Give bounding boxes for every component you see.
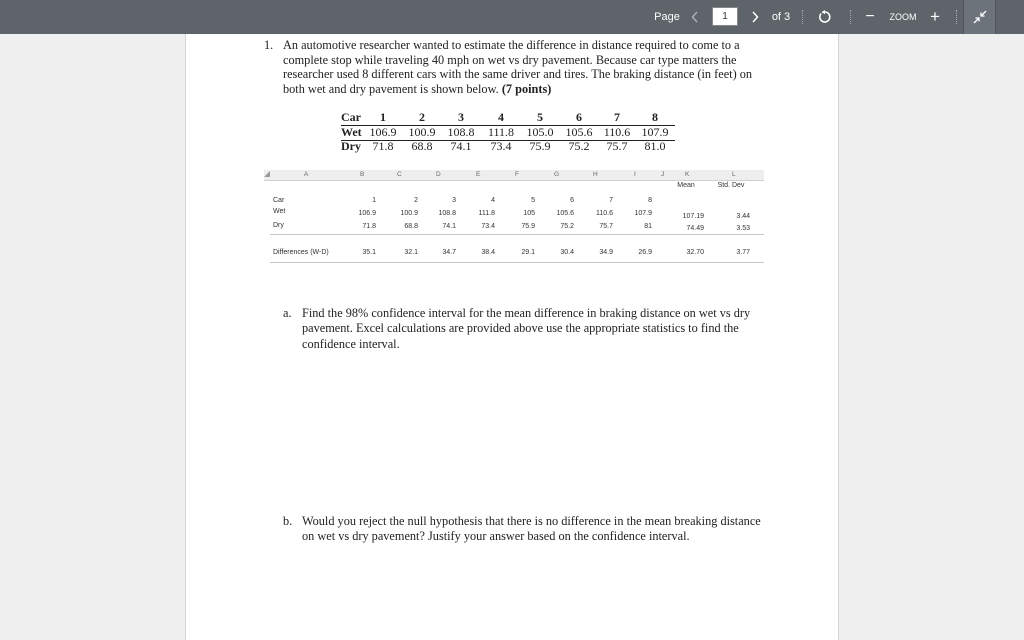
rotate-icon bbox=[818, 10, 832, 24]
wet-value: 100.9 bbox=[403, 125, 441, 141]
grid-line bbox=[270, 262, 764, 263]
car-value: 5 bbox=[521, 110, 559, 126]
zoom-out-button[interactable]: − bbox=[865, 8, 875, 25]
cell: 8 bbox=[648, 197, 652, 204]
grid-line bbox=[270, 234, 764, 235]
cell: 81 bbox=[644, 223, 652, 230]
cell: 34.7 bbox=[442, 249, 456, 256]
exit-fullscreen-button[interactable] bbox=[963, 0, 996, 34]
mean-cell: 107.19 bbox=[682, 213, 704, 220]
dry-value: 75.9 bbox=[529, 139, 551, 153]
next-page-button[interactable] bbox=[746, 0, 764, 34]
column-header: I bbox=[634, 171, 636, 178]
cell: 105 bbox=[523, 210, 535, 217]
part-b-text: Would you reject the null hypothesis that there is no difference in the mean breaking distance on wet vs dry pavement? Justify your answer based on the confidence interval. bbox=[302, 514, 761, 544]
cell: 3 bbox=[452, 197, 456, 204]
cell: 111.8 bbox=[478, 210, 495, 217]
column-header: H bbox=[593, 171, 598, 178]
part-b-letter: b. bbox=[283, 514, 293, 528]
table-row-wet bbox=[338, 125, 688, 140]
document-viewport[interactable] bbox=[0, 34, 1024, 640]
car-value: 8 bbox=[635, 110, 675, 126]
column-header: L bbox=[732, 171, 736, 178]
wet-value: 111.8 bbox=[481, 125, 521, 141]
car-label: Car bbox=[341, 110, 361, 124]
column-header: B bbox=[360, 171, 365, 178]
dry-value: 74.1 bbox=[450, 139, 472, 153]
wet-value: 105.6 bbox=[559, 125, 599, 141]
mean-header: Mean bbox=[677, 182, 695, 189]
std-dev-cell: 3.44 bbox=[736, 213, 750, 220]
chevron-right-icon bbox=[751, 11, 759, 23]
std-dev-header: Std. Dev bbox=[717, 182, 745, 189]
toolbar-divider bbox=[850, 10, 851, 24]
mean-cell: 32.70 bbox=[686, 249, 704, 256]
wet-value: 108.8 bbox=[441, 125, 481, 141]
cell: 75.2 bbox=[560, 223, 574, 230]
column-header: A bbox=[304, 171, 309, 178]
column-header: F bbox=[515, 171, 519, 178]
dry-value: 68.8 bbox=[411, 139, 433, 153]
cell: 73.4 bbox=[481, 223, 495, 230]
part-a-text: Find the 98% confidence interval for the mean difference in braking distance on wet vs dry pavement. Excel calculations are provided above use the appropriate statistics to find the confidence interval. bbox=[302, 306, 751, 351]
mean-cell: 74.49 bbox=[686, 225, 704, 232]
row-label: Dry bbox=[273, 222, 284, 229]
wet-label: Wet bbox=[341, 124, 362, 139]
cell: 6 bbox=[570, 197, 574, 204]
page-label: Page bbox=[654, 11, 680, 23]
car-value: 1 bbox=[363, 110, 403, 126]
cell: 35.1 bbox=[362, 249, 376, 256]
cell: 107.9 bbox=[634, 210, 652, 217]
cell: 68.8 bbox=[404, 223, 418, 230]
cell: 29.1 bbox=[521, 249, 535, 256]
cell: 75.7 bbox=[599, 223, 613, 230]
cell: 5 bbox=[531, 197, 535, 204]
prev-page-button[interactable] bbox=[686, 0, 704, 34]
cell: 38.4 bbox=[481, 249, 495, 256]
std-dev-cell: 3.77 bbox=[736, 249, 750, 256]
cell: 4 bbox=[491, 197, 495, 204]
question-text bbox=[283, 38, 763, 96]
row-label: Car bbox=[273, 197, 285, 204]
rotate-button[interactable] bbox=[814, 0, 836, 34]
document-page bbox=[185, 34, 839, 640]
pdf-toolbar bbox=[0, 0, 1024, 34]
wet-value: 105.0 bbox=[521, 125, 559, 141]
page-count: of 3 bbox=[771, 11, 791, 23]
question-points: (7 points) bbox=[501, 81, 552, 96]
car-value: 2 bbox=[403, 110, 441, 126]
cell: 1 bbox=[372, 197, 376, 204]
cell: 30.4 bbox=[560, 249, 574, 256]
cell: 110.6 bbox=[596, 210, 613, 217]
car-value: 4 bbox=[481, 110, 521, 126]
braking-data-table bbox=[338, 110, 688, 154]
cell: 75.9 bbox=[521, 223, 535, 230]
toolbar-divider bbox=[802, 10, 803, 24]
dry-label: Dry bbox=[341, 139, 361, 153]
cell: 7 bbox=[609, 197, 613, 204]
chevron-left-icon bbox=[691, 11, 699, 23]
cell: 105.6 bbox=[556, 210, 574, 217]
car-value: 7 bbox=[599, 110, 635, 126]
table-row-car bbox=[338, 110, 688, 125]
question-number: 1. bbox=[264, 38, 274, 52]
part-a-letter: a. bbox=[283, 306, 292, 320]
exit-fullscreen-icon bbox=[973, 10, 987, 24]
cell: 108.8 bbox=[438, 210, 456, 217]
wet-value: 107.9 bbox=[635, 125, 675, 141]
dry-value: 73.4 bbox=[490, 139, 512, 153]
std-dev-cell: 3.53 bbox=[736, 225, 750, 232]
dry-value: 75.2 bbox=[568, 139, 590, 153]
zoom-in-button[interactable]: + bbox=[930, 7, 940, 26]
column-header: C bbox=[397, 171, 402, 178]
cell: 32.1 bbox=[404, 249, 418, 256]
column-header: G bbox=[554, 171, 560, 178]
column-header: D bbox=[436, 171, 441, 178]
excel-column-headers bbox=[264, 170, 764, 181]
dry-value: 75.7 bbox=[606, 139, 628, 153]
wet-value: 110.6 bbox=[599, 125, 635, 141]
cell: 26.9 bbox=[638, 249, 652, 256]
toolbar-divider bbox=[956, 10, 957, 24]
cell: 2 bbox=[414, 197, 418, 204]
question-body: An automotive researcher wanted to estimate the difference in distance required to come to a complete stop while traveling 40 mph on wet vs dry pavement. Because car type matters the researcher used 8 different cars with the same driver and tires. The braking distance (in feet) on both wet and dry pavement is shown below. bbox=[283, 38, 753, 96]
car-value: 6 bbox=[559, 110, 599, 126]
zoom-label: ZOOM bbox=[889, 12, 917, 22]
cell: 74.1 bbox=[442, 223, 456, 230]
column-header: E bbox=[476, 171, 481, 178]
row-label: Wet bbox=[273, 208, 286, 215]
cell: 34.9 bbox=[599, 249, 613, 256]
cell: 100.9 bbox=[400, 210, 418, 217]
cell: 106.9 bbox=[358, 210, 376, 217]
page-number-input[interactable]: 1 bbox=[712, 7, 738, 26]
cell: 71.8 bbox=[362, 223, 376, 230]
column-header: K bbox=[685, 171, 690, 178]
wet-value: 106.9 bbox=[363, 125, 403, 141]
car-value: 3 bbox=[441, 110, 481, 126]
column-header: J bbox=[661, 171, 665, 178]
excel-screenshot bbox=[264, 170, 764, 268]
dry-value: 71.8 bbox=[372, 139, 394, 153]
table-row-dry bbox=[338, 139, 688, 154]
dry-value: 81.0 bbox=[644, 139, 666, 153]
row-label: Differences (W-D) bbox=[273, 249, 329, 256]
select-all-corner bbox=[264, 171, 270, 177]
